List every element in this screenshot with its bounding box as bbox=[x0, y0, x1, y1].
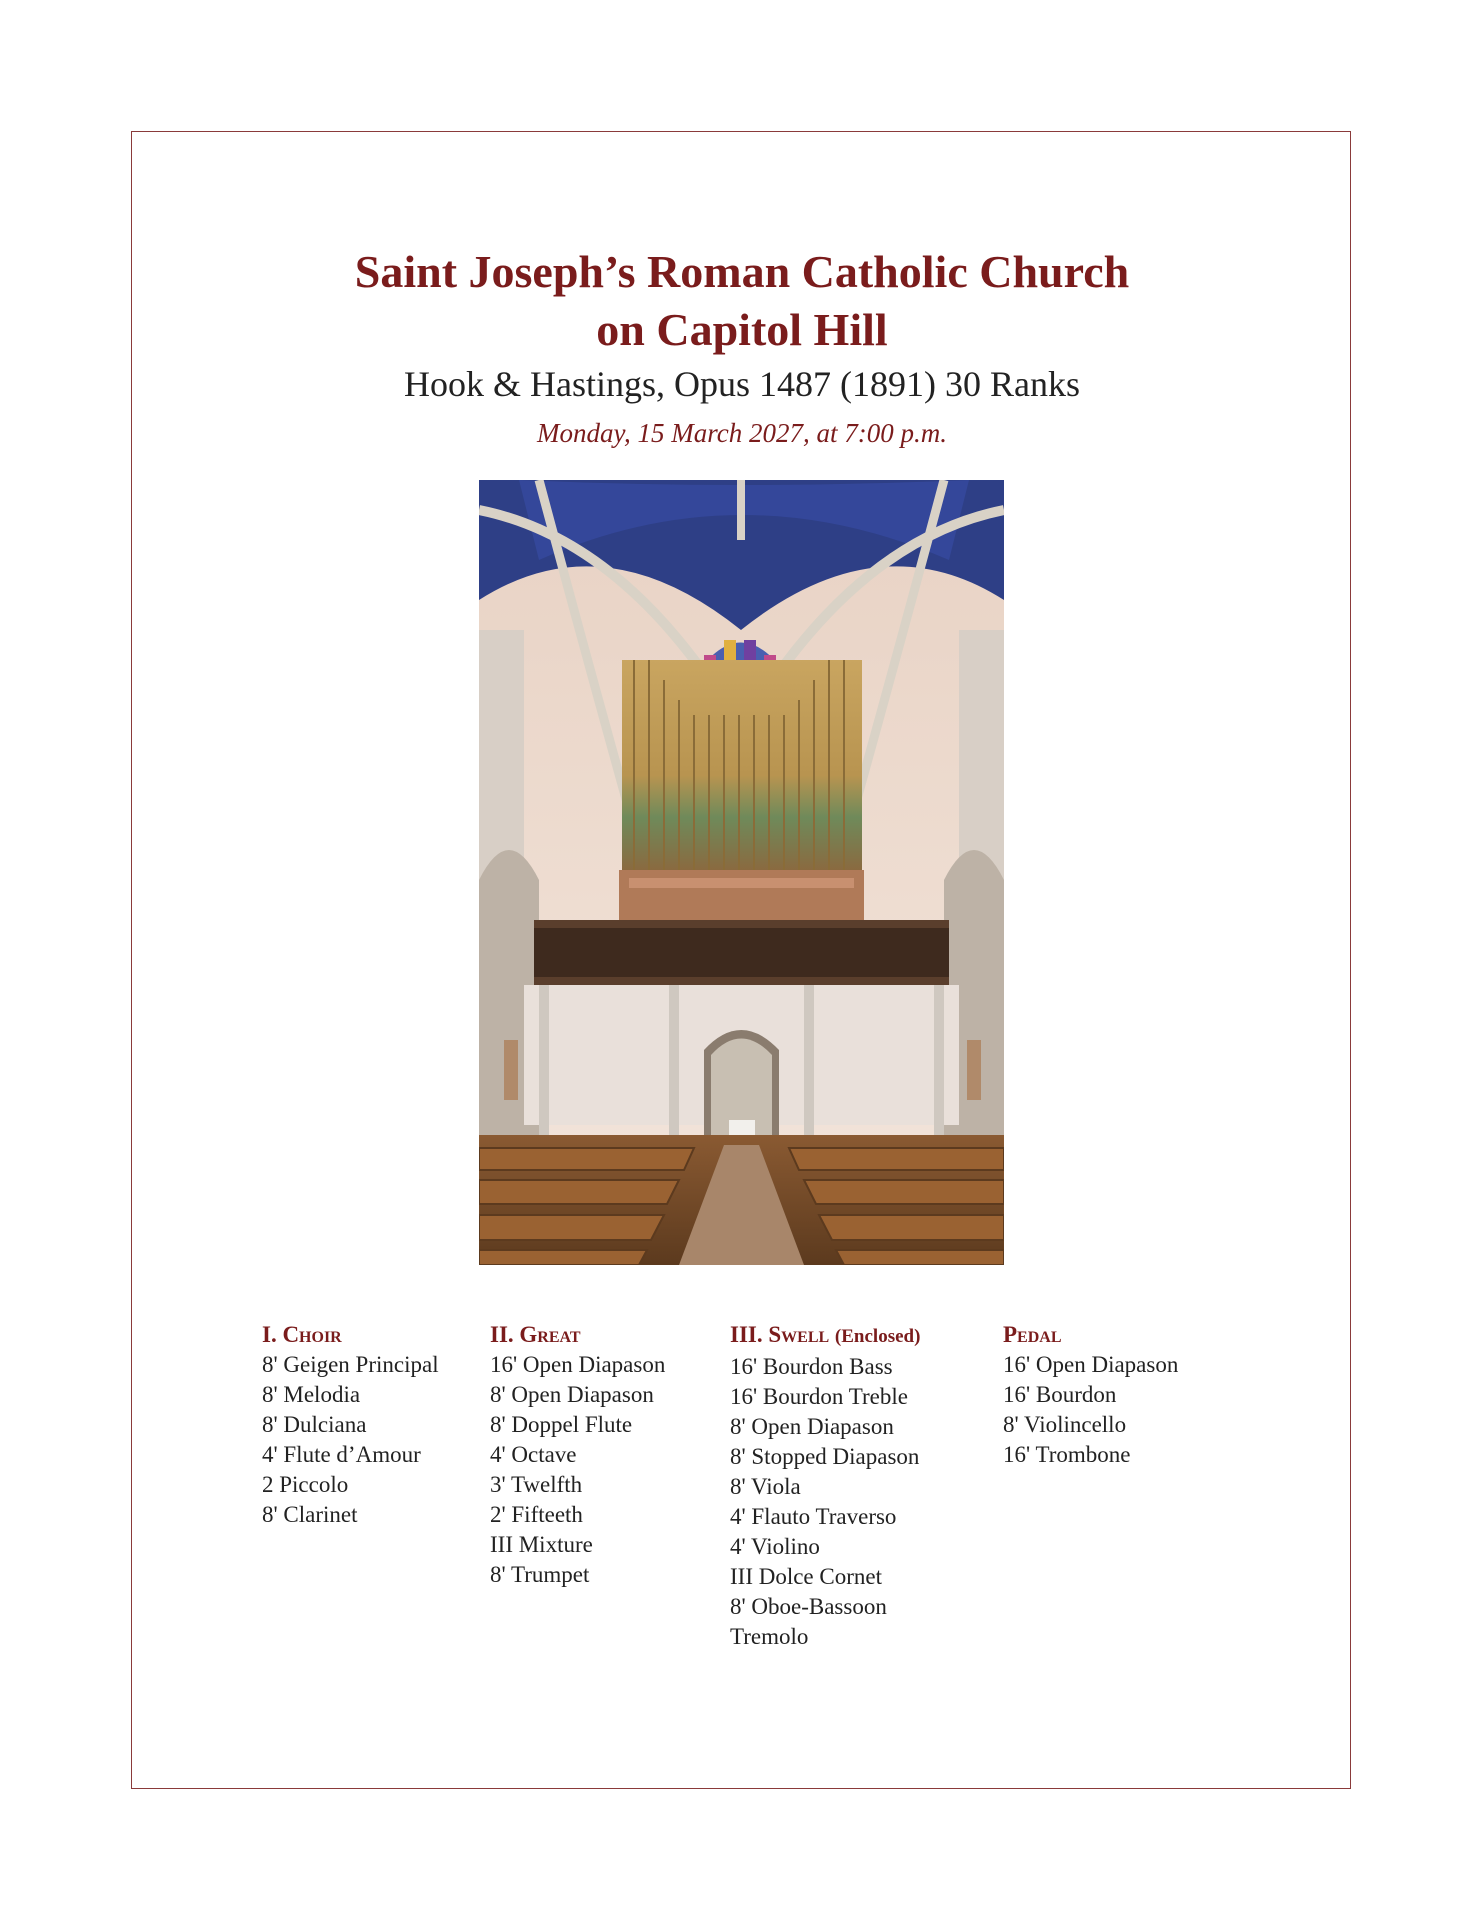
concert-date: Monday, 15 March 2027, at 7:00 p.m. bbox=[537, 418, 947, 448]
stop-item: 2 Piccolo bbox=[262, 1472, 349, 1497]
stop-list-swell bbox=[730, 1352, 920, 1652]
church-interior-photo bbox=[479, 480, 1004, 1265]
page-title-line1: Saint Joseph’s Roman Catholic Church bbox=[354, 246, 1130, 297]
stop-item: 8' Geigen Principal bbox=[262, 1352, 439, 1377]
stop-item: III Dolce Cornet bbox=[730, 1564, 882, 1589]
stop-item: 3' Twelfth bbox=[490, 1472, 583, 1497]
stop-item: 16' Trombone bbox=[1003, 1442, 1131, 1467]
stop-item: III Mixture bbox=[490, 1532, 593, 1557]
stop-item: 4' Octave bbox=[490, 1442, 577, 1467]
organ-subtitle: Hook & Hastings, Opus 1487 (1891) 30 Ranks bbox=[404, 364, 1080, 404]
stop-item: 4' Flute d’Amour bbox=[262, 1442, 421, 1467]
stop-item: 8' Open Diapason bbox=[730, 1414, 894, 1439]
stoplist-swell bbox=[730, 1320, 920, 1652]
division-heading-great: II. Great bbox=[490, 1322, 581, 1347]
division-heading-pedal: Pedal bbox=[1003, 1322, 1062, 1347]
stop-item: 8' Clarinet bbox=[262, 1502, 358, 1527]
stop-item: 8' Doppel Flute bbox=[490, 1412, 633, 1437]
division-heading-note: (Enclosed) bbox=[834, 1326, 921, 1347]
stoplist-pedal bbox=[1003, 1320, 1178, 1470]
stop-item: 2' Fifteeth bbox=[490, 1502, 583, 1527]
stop-item: 16' Bourdon bbox=[1003, 1382, 1117, 1407]
stop-item: 16' Open Diapason bbox=[490, 1352, 666, 1377]
stop-item: 4' Flauto Traverso bbox=[730, 1504, 897, 1529]
stop-item: 8' Open Diapason bbox=[490, 1382, 654, 1407]
division-heading-choir: I. Choir bbox=[262, 1322, 342, 1347]
stop-item: 8' Violincello bbox=[1003, 1412, 1127, 1437]
stop-item: 8' Trumpet bbox=[490, 1562, 590, 1587]
stop-list-great bbox=[490, 1350, 665, 1590]
stop-item: 16' Open Diapason bbox=[1003, 1352, 1179, 1377]
stop-list-pedal bbox=[1003, 1350, 1178, 1470]
stop-item: 8' Viola bbox=[730, 1474, 801, 1499]
stop-item: 8' Stopped Diapason bbox=[730, 1444, 920, 1469]
stop-item: 8' Dulciana bbox=[262, 1412, 367, 1437]
stop-list-choir bbox=[262, 1350, 439, 1530]
stop-item: Tremolo bbox=[730, 1624, 809, 1649]
stoplist-choir bbox=[262, 1320, 439, 1530]
division-heading-swell: III. Swell (Enclosed) bbox=[730, 1322, 921, 1347]
stop-item: 8' Melodia bbox=[262, 1382, 361, 1407]
stop-item: 16' Bourdon Treble bbox=[730, 1384, 908, 1409]
stoplist-great bbox=[490, 1320, 665, 1590]
stop-item: 16' Bourdon Bass bbox=[730, 1354, 893, 1379]
page-title-line2: on Capitol Hill bbox=[596, 304, 888, 355]
stop-item: 4' Violino bbox=[730, 1534, 820, 1559]
stop-item: 8' Oboe-Bassoon bbox=[730, 1594, 887, 1619]
